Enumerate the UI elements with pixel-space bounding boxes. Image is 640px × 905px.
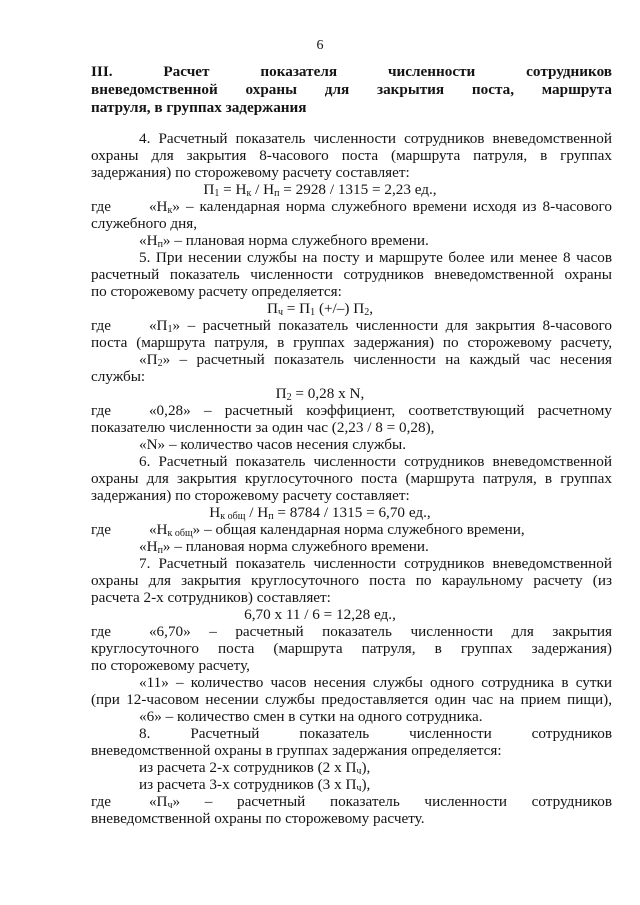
text-line: где «$Н_к$» – календарная норма служебного времени исходя из 8-часового bbox=[91, 198, 612, 216]
section-heading-line: III. Расчет показателя численности сотрудников bbox=[91, 63, 612, 80]
text-line: $Н_{к общ} / Н_п = 8784 / 1315 = 6,70$ ед., bbox=[209, 504, 431, 522]
text-line: $П_ч = П_1$ (+/–) $П_2$, bbox=[267, 300, 373, 318]
text-line: 7. Расчетный показатель численности сотрудников вневедомственной bbox=[139, 555, 612, 572]
text-line: где «0,28» – расчетный коэффициент, соответствующий расчетному bbox=[91, 402, 612, 419]
text-line: охраны для закрытия круглосуточного поста по караульному расчету (из bbox=[91, 572, 612, 589]
text-line: охраны для закрытия 8-часового поста (маршрута патруля, в группах bbox=[91, 147, 612, 164]
text-line: где «6,70» – расчетный показатель численности для закрытия bbox=[91, 623, 612, 640]
text-line: $П_1 = Н_к / Н_п = 2928 / 1315 = 2,23$ ед., bbox=[203, 181, 437, 199]
section-heading-line: патруля, в группах задержания bbox=[91, 99, 307, 116]
text-line: 8. Расчетный показатель численности сотрудников bbox=[139, 725, 612, 742]
text-line: $П_2 = 0,28$ х N, bbox=[275, 385, 365, 403]
text-line: показателю численности за один час (2,23 / 8 = 0,28), bbox=[91, 419, 435, 436]
text-line: где «$П_ч$» – расчетный показатель численности сотрудников bbox=[91, 793, 612, 811]
text-line: 4. Расчетный показатель численности сотрудников вневедомственной bbox=[139, 130, 612, 147]
text-line: службы: bbox=[91, 368, 146, 385]
text-line: (при 12-часовом несении службы предоставляется один час на прием пищи), bbox=[91, 691, 612, 708]
text-line: вневедомственной охраны в группах задержания определяется: bbox=[91, 742, 502, 759]
text-line: 6. Расчетный показатель численности сотрудников вневедомственной bbox=[139, 453, 612, 470]
text-line: служебного дня, bbox=[91, 215, 198, 232]
text-line: «$Н_п$» – плановая норма служебного времени. bbox=[139, 538, 429, 556]
text-line: 5. При несении службы на посту и маршруте более или менее 8 часов bbox=[139, 249, 612, 266]
text-line: по сторожевому расчету определяется: bbox=[91, 283, 342, 300]
text-line: расчетный показатель численности сотрудников вневедомственной охраны bbox=[91, 266, 612, 283]
text-line: «$Н_п$» – плановая норма служебного времени. bbox=[139, 232, 429, 250]
text-line: где «$Н_{к общ}$» – общая календарная норма служебного времени, bbox=[91, 521, 525, 539]
text-line: расчета 2-х сотрудников) составляет: bbox=[91, 589, 331, 606]
text-line: «N» – количество часов несения службы. bbox=[139, 436, 407, 453]
text-line: вневедомственной охраны по сторожевому расчету. bbox=[91, 810, 425, 827]
page-number: 6 bbox=[316, 38, 324, 53]
text-line: «6» – количество смен в сутки на одного сотрудника. bbox=[139, 708, 483, 725]
text-line: «11» – количество часов несения службы одного сотрудника в сутки bbox=[139, 674, 612, 691]
text-line: задержания) по сторожевому расчету составляет: bbox=[91, 487, 410, 504]
text-line: из расчета 3-х сотрудников (3 х $П_ч$), bbox=[139, 776, 371, 794]
text-line: 6,70 х 11 / 6 = 12,28 ед., bbox=[244, 606, 396, 623]
text-line: задержания) по сторожевому расчету составляет: bbox=[91, 164, 410, 181]
text-line: охраны для закрытия круглосуточного поста (маршрута патруля, в группах bbox=[91, 470, 612, 487]
section-heading-line: вневедомственной охраны для закрытия поста, маршрута bbox=[91, 81, 612, 98]
text-line: по сторожевому расчету, bbox=[91, 657, 250, 674]
text-line: поста (маршрута патруля, в группах задержания) по сторожевому расчету, bbox=[91, 334, 612, 351]
text-line: круглосуточного поста (маршрута патруля, в группах задержания) bbox=[91, 640, 612, 657]
text-line: где «$П_1$» – расчетный показатель численности для закрытия 8-часового bbox=[91, 317, 612, 335]
text-line: из расчета 2-х сотрудников (2 х $П_ч$), bbox=[139, 759, 371, 777]
text-line: «$П_2$» – расчетный показатель численности на каждый час несения bbox=[139, 351, 612, 369]
